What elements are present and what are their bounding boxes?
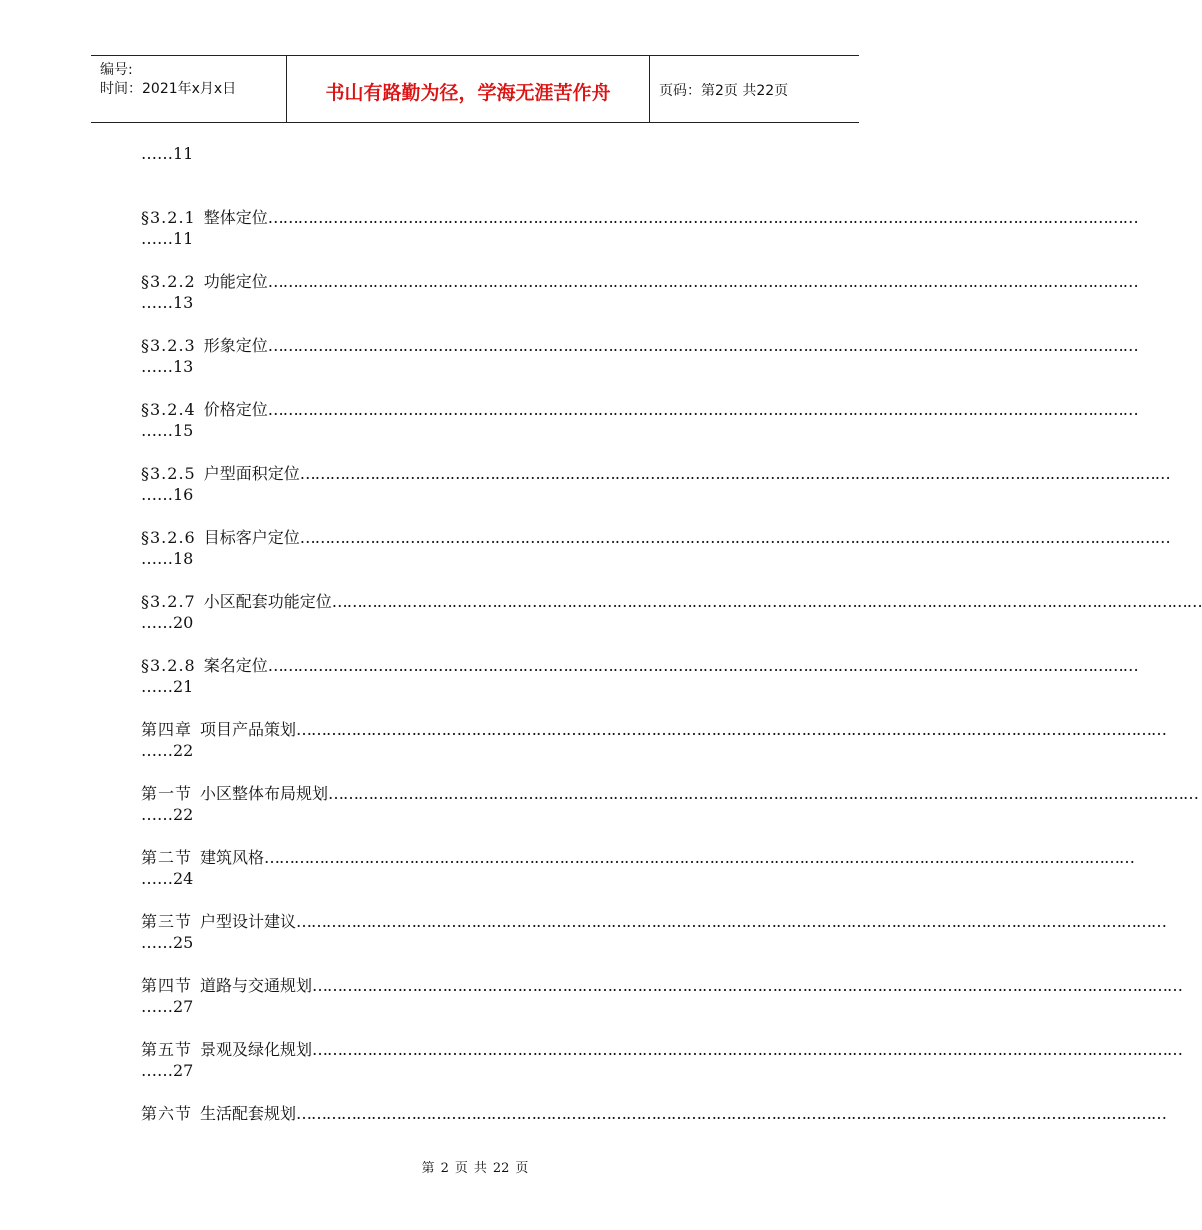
toc-entry[interactable] — [141, 783, 1199, 847]
toc-entry-line — [141, 591, 1202, 612]
toc-dot-leader: ………………………………………………………………………………………………………………………………………………………… — [296, 720, 1167, 739]
document-header — [91, 55, 859, 123]
toc-entry[interactable] — [141, 335, 1138, 399]
toc-entry-number: §3.2.2 — [141, 272, 196, 291]
toc-entry[interactable] — [141, 207, 1138, 271]
toc-entry-title: 户型设计建议 — [200, 912, 297, 931]
toc-entry-number: 第三节 — [141, 912, 193, 931]
toc-entry-number: §3.2.8 — [141, 656, 196, 675]
toc-entry[interactable] — [141, 527, 1170, 591]
toc-dot-leader: ………………………………………………………………………………………………………………………………………………………… — [296, 912, 1167, 931]
toc-entry-page: ……22 — [141, 805, 194, 824]
toc-dot-leader: ………………………………………………………………………………………………………………………………………………………… — [328, 784, 1199, 803]
header-meta-cell — [91, 56, 287, 122]
header-motto-cell — [287, 56, 650, 122]
footer-di: 第 — [421, 1161, 435, 1176]
toc-entry-line — [141, 399, 1138, 420]
toc-dot-leader: ………………………………………………………………………………………………………………………………………………………… — [299, 464, 1170, 483]
toc-entry-title: 功能定位 — [203, 272, 268, 291]
toc-entry-title: 小区整体布局规划 — [200, 784, 329, 803]
page-footer — [0, 1157, 950, 1176]
toc-entry-line — [141, 911, 1167, 932]
toc-entry[interactable] — [141, 975, 1183, 1039]
table-of-contents — [141, 143, 1202, 1167]
toc-entry-line — [141, 1039, 1183, 1060]
toc-entry-page: ……11 — [141, 229, 194, 248]
toc-dot-leader: ………………………………………………………………………………………………………………………………………………………… — [331, 592, 1202, 611]
toc-dot-leader: ………………………………………………………………………………………………………………………………………………………… — [267, 656, 1138, 675]
toc-entry[interactable] — [141, 1039, 1183, 1103]
toc-entry-title: 建筑风格 — [200, 848, 265, 867]
toc-dot-leader: ………………………………………………………………………………………………………………………………………………………… — [312, 1040, 1183, 1059]
toc-entry-number: 第四节 — [141, 976, 193, 995]
toc-dot-leader: ………………………………………………………………………………………………………………………………………………………… — [267, 400, 1138, 419]
toc-entry-title: 道路与交通规划 — [200, 976, 313, 995]
toc-entry[interactable] — [141, 463, 1170, 527]
footer-total-pages: 22 — [492, 1161, 510, 1176]
toc-entry-page: ……20 — [141, 613, 194, 632]
toc-entry-title: 户型面积定位 — [203, 464, 300, 483]
toc-entry-title: 价格定位 — [203, 400, 268, 419]
toc-entry-line — [141, 463, 1170, 484]
toc-entry-page: ……21 — [141, 677, 194, 696]
toc-entry-number: 第六节 — [141, 1104, 193, 1123]
time-label: 时间：2021年x月x日 — [100, 81, 237, 97]
toc-entry-line — [141, 655, 1138, 676]
toc-entry-number: §3.2.4 — [141, 400, 196, 419]
toc-entry-number: 第一节 — [141, 784, 193, 803]
toc-entry-line — [141, 207, 1138, 228]
toc-dot-leader: ………………………………………………………………………………………………………………………………………………………… — [267, 208, 1138, 227]
toc-entry-number: 第二节 — [141, 848, 193, 867]
toc-entry-title: 景观及绿化规划 — [200, 1040, 313, 1059]
toc-entry[interactable] — [141, 719, 1167, 783]
toc-dot-leader: ………………………………………………………………………………………………………………………………………………………… — [312, 976, 1183, 995]
toc-entry-number: 第五节 — [141, 1040, 193, 1059]
toc-entry-title: 案名定位 — [203, 656, 268, 675]
toc-entry[interactable] — [141, 911, 1167, 975]
toc-dot-leader: ………………………………………………………………………………………………………………………………………………………… — [267, 336, 1138, 355]
toc-entry-number: §3.2.1 — [141, 208, 196, 227]
serial-label: 编号: — [100, 62, 133, 78]
toc-entry-page: ……16 — [141, 485, 194, 504]
footer-page-number: 2 — [440, 1161, 449, 1176]
toc-dot-leader: ………………………………………………………………………………………………………………………………………………………… — [299, 528, 1170, 547]
toc-entry-line — [141, 527, 1170, 548]
toc-continuation: ……11 — [141, 144, 194, 163]
toc-entry-line — [141, 1103, 1167, 1124]
toc-entry[interactable] — [141, 591, 1202, 655]
footer-gong: 共 — [473, 1161, 487, 1176]
toc-entry-title: 整体定位 — [203, 208, 268, 227]
toc-entry-title: 小区配套功能定位 — [203, 592, 332, 611]
toc-dot-leader: ………………………………………………………………………………………………………………………………………………………… — [264, 848, 1135, 867]
toc-entry[interactable] — [141, 847, 1135, 911]
toc-entry[interactable] — [141, 271, 1138, 335]
toc-entry-number: §3.2.6 — [141, 528, 196, 547]
toc-entry[interactable] — [141, 655, 1138, 719]
footer-ye-2: 页 — [515, 1161, 529, 1176]
toc-entry-title: 形象定位 — [203, 336, 268, 355]
page-label: 页码：第2页 共22页 — [659, 83, 789, 99]
toc-entry-number: 第四章 — [141, 720, 193, 739]
toc-entry-line — [141, 335, 1138, 356]
toc-entry-page: ……15 — [141, 421, 194, 440]
toc-entry-page: ……27 — [141, 1061, 194, 1080]
toc-entry-title: 生活配套规划 — [200, 1104, 297, 1123]
toc-entry-line — [141, 847, 1135, 868]
toc-entry-number: §3.2.7 — [141, 592, 196, 611]
toc-entries — [141, 207, 1202, 1167]
toc-entry-number: §3.2.3 — [141, 336, 196, 355]
toc-entry-number: §3.2.5 — [141, 464, 196, 483]
toc-entry-page: ……22 — [141, 741, 194, 760]
toc-dot-leader: ………………………………………………………………………………………………………………………………………………………… — [267, 272, 1138, 291]
toc-entry-line — [141, 271, 1138, 292]
header-page-cell — [650, 56, 859, 122]
toc-entry-page: ……27 — [141, 997, 194, 1016]
footer-ye: 页 — [454, 1161, 468, 1176]
motto-text: 书山有路勤为径，学海无涯苦作舟 — [325, 82, 611, 104]
toc-entry-page: ……13 — [141, 293, 194, 312]
toc-entry-line — [141, 975, 1183, 996]
toc-entry-page: ……24 — [141, 869, 194, 888]
toc-entry-page: ……18 — [141, 549, 194, 568]
toc-entry-line — [141, 719, 1167, 740]
toc-entry-title: 项目产品策划 — [200, 720, 297, 739]
toc-entry-line — [141, 783, 1199, 804]
toc-entry-page: ……25 — [141, 933, 194, 952]
toc-entry[interactable] — [141, 399, 1138, 463]
toc-entry-page: ……13 — [141, 357, 194, 376]
toc-dot-leader: ………………………………………………………………………………………………………………………………………………………… — [296, 1104, 1167, 1123]
toc-entry-title: 目标客户定位 — [203, 528, 300, 547]
